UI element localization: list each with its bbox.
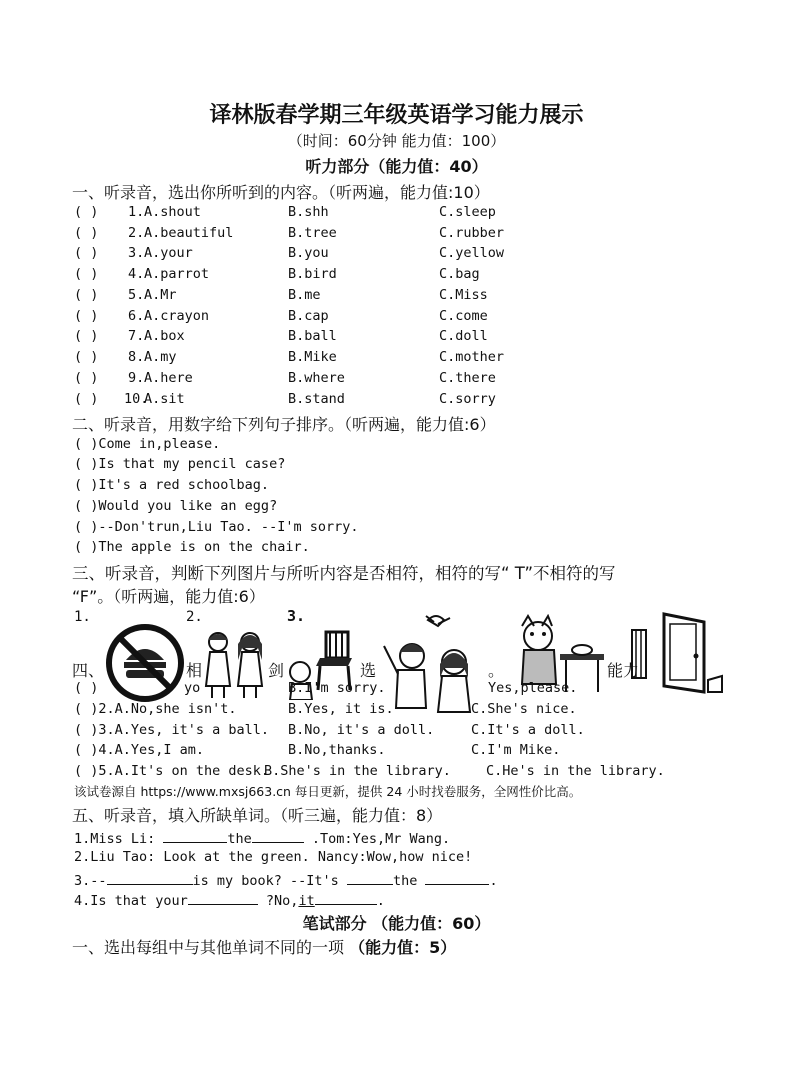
part4-item-optionC: C.He's in the library. — [486, 763, 665, 779]
option-a: A.crayon — [144, 308, 210, 324]
answer-paren[interactable]: ( ) — [74, 245, 99, 261]
option-a: A.parrot — [144, 266, 210, 282]
option-c: C.mother — [439, 349, 505, 365]
part2-item: ( )The apple is on the chair. — [74, 539, 310, 555]
option-a: A.box — [144, 328, 185, 344]
item-number: 9. — [128, 370, 145, 386]
part4-item-head: ( )4.A.Yes,I am. — [74, 742, 205, 758]
part4-item-head: ( )2.A.No,she isn't. — [74, 701, 237, 717]
part2-item: ( )--Don'trun,Liu Tao. --I'm sorry. — [74, 519, 359, 535]
answer-blank[interactable] — [107, 870, 193, 885]
part2-item: ( )Would you like an egg? — [74, 498, 278, 514]
part4-item-1-optionA: yo — [184, 680, 201, 696]
option-b: B.Mike — [288, 349, 337, 365]
answer-blank[interactable] — [425, 870, 489, 885]
part5-line-4: 4.Is that your ?No,it . — [74, 890, 385, 909]
part5-line-3: 3.-- is my book? --It's the . — [74, 870, 498, 889]
answer-paren[interactable]: ( ) — [74, 204, 99, 220]
part4-item-optionC: C.It's a doll. — [471, 722, 585, 738]
option-a: A.sit — [144, 391, 185, 407]
item-number: 6. — [128, 308, 145, 324]
part4-item-optionB: B.Yes, it is. — [288, 701, 394, 717]
part3-label-3: 3. — [287, 607, 306, 625]
option-b: B.shh — [288, 204, 329, 220]
listening-section-header: 听力部分（能力值：40） — [305, 157, 488, 176]
answer-paren[interactable]: ( ) — [74, 391, 99, 407]
option-a: A.my — [144, 349, 177, 365]
option-a: A.shout — [144, 204, 201, 220]
part4-item-optionB: B.She's in the library. — [264, 763, 451, 779]
option-b: B.bird — [288, 266, 337, 282]
item-number: 10. — [124, 391, 149, 407]
no-hamburger-picture — [104, 622, 186, 704]
answer-paren[interactable]: ( ) — [74, 287, 99, 303]
option-c: C.there — [439, 370, 496, 386]
written-part1-heading: 一、选出每组中与其他单词不同的一项 （能力值：5） — [72, 938, 457, 957]
part5-heading: 五、听录音，填入所缺单词。（听三遍，能力值：8） — [72, 806, 443, 825]
part3-heading-line2: “F”。（听两遍，能力值:6） — [72, 587, 265, 606]
item-number: 2. — [128, 225, 145, 241]
page-title: 译林版春学期三年级英语学习能力展示 — [209, 103, 584, 128]
option-a: A.Mr — [144, 287, 177, 303]
part2-item: ( )It's a red schoolbag. — [74, 477, 270, 493]
answer-paren[interactable]: ( ) — [74, 225, 99, 241]
part4-heading-fragment: 选 — [360, 661, 377, 680]
option-a: A.beautiful — [144, 225, 234, 241]
option-c: C.rubber — [439, 225, 505, 241]
item-number: 5. — [128, 287, 145, 303]
part4-heading-fragment: 。 — [488, 661, 505, 680]
part2-heading: 二、听录音，用数字给下列句子排序。（听两遍，能力值:6） — [72, 415, 496, 434]
part4-item-head: ( )5.A.It's on the desk. — [74, 763, 270, 779]
option-c: C.doll — [439, 328, 488, 344]
written-section-header: 笔试部分 （能力值：60） — [302, 914, 491, 933]
option-c: C.sorry — [439, 391, 496, 407]
option-a: A.your — [144, 245, 193, 261]
option-b: B.cap — [288, 308, 329, 324]
option-c: C.sleep — [439, 204, 496, 220]
answer-blank[interactable] — [315, 890, 377, 905]
answer-paren[interactable]: ( ) — [74, 266, 99, 282]
part5-line-2: 2.Liu Tao: Look at the green. Nancy:Wow,how nice! — [74, 849, 473, 865]
page-subtitle: （时间：60分钟 能力值：100） — [287, 132, 506, 150]
answer-blank[interactable] — [188, 890, 258, 905]
part4-item-optionC: C.I'm Mike. — [471, 742, 561, 758]
option-a: A.here — [144, 370, 193, 386]
two-children-picture — [198, 626, 270, 700]
option-b: B.you — [288, 245, 329, 261]
option-c: C.Miss — [439, 287, 488, 303]
item-number: 1. — [128, 204, 145, 220]
option-c: C.yellow — [439, 245, 505, 261]
part4-item-1-optionB: B.I'm sorry. — [288, 680, 386, 696]
open-door-picture — [628, 612, 726, 696]
part3-label-1: 1. — [74, 609, 91, 625]
option-b: B.me — [288, 287, 321, 303]
item-number: 3. — [128, 245, 145, 261]
part4-item-head: ( )3.A.Yes, it's a ball. — [74, 722, 270, 738]
part4-item-1-optionC: Yes,please. — [488, 680, 578, 696]
answer-paren[interactable]: ( ) — [74, 328, 99, 344]
item-number: 7. — [128, 328, 145, 344]
option-c: C.bag — [439, 266, 480, 282]
option-b: B.where — [288, 370, 345, 386]
part5-line-1: 1.Miss Li: the .Tom:Yes,Mr Wang. — [74, 828, 450, 847]
part3-heading-line1: 三、听录音，判断下列图片与所听内容是否相符，相符的写“ T”不相符的写 — [72, 564, 616, 583]
option-b: B.ball — [288, 328, 337, 344]
answer-paren[interactable]: ( ) — [74, 308, 99, 324]
answer-paren[interactable]: ( ) — [74, 349, 99, 365]
part4-heading-fragment: 相 — [186, 661, 203, 680]
part4-heading-fragment: 剑 — [268, 661, 285, 680]
part2-item: ( )Is that my pencil case? — [74, 456, 286, 472]
option-b: B.tree — [288, 225, 337, 241]
answer-blank[interactable] — [163, 828, 227, 843]
answer-blank[interactable] — [252, 828, 304, 843]
part4-heading-fragment: 能力 — [607, 661, 640, 680]
part4-item-optionC: C.She's nice. — [471, 701, 577, 717]
option-b: B.stand — [288, 391, 345, 407]
part4-item-optionB: B.No,thanks. — [288, 742, 386, 758]
part3-label-2: 2. — [186, 609, 203, 625]
answer-paren[interactable]: ( ) — [74, 370, 99, 386]
part2-item: ( )Come in,please. — [74, 436, 221, 452]
item-number: 8. — [128, 349, 145, 365]
answer-blank[interactable] — [347, 870, 393, 885]
option-c: C.come — [439, 308, 488, 324]
part4-heading-partial: 四、 — [72, 661, 105, 680]
part4-item-1-paren: ( ) — [74, 680, 99, 696]
item-number: 4. — [128, 266, 145, 282]
source-note: 该试卷源自 https://www.mxsj663.cn 每日更新，提供 24 小时找卷服务，全网性价比高。 — [74, 784, 582, 799]
part4-item-optionB: B.No, it's a doll. — [288, 722, 435, 738]
part1-heading: 一、听录音，选出你所听到的内容。（听两遍，能力值:10） — [72, 183, 490, 202]
